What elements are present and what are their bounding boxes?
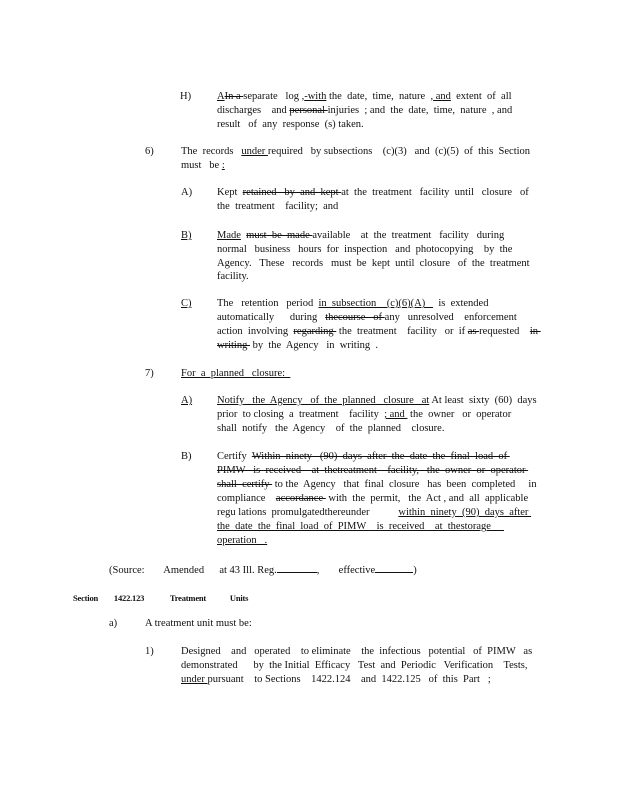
text-run: any unresolved enforcement — [384, 312, 517, 323]
inserted-text: Notify the Agency of the planned closure at — [217, 395, 430, 406]
item-label-a: a) — [109, 618, 118, 629]
item-1-line-2 — [181, 659, 528, 673]
item-1-line-1 — [181, 645, 532, 659]
text-run: prior to closing a treatment facility — [217, 409, 385, 420]
text-run: the treatment facility; and — [217, 201, 339, 212]
item-label-6b: B) — [181, 230, 192, 241]
source-close: ) — [413, 565, 417, 576]
deleted-text: must be made — [246, 230, 313, 241]
item-6-line-1 — [181, 145, 530, 159]
text-run: automatically during — [217, 312, 326, 323]
section-title-1: Treatment — [169, 593, 207, 603]
item-label-7b: B) — [181, 451, 192, 462]
inserted-text: : — [221, 160, 225, 171]
deleted-text: Within ninety (90) days after the date the final load of — [251, 451, 510, 462]
text-run: The records — [181, 146, 242, 157]
inserted-text: under — [181, 674, 208, 685]
text-run: normal business hours for inspection and photocopying by the — [217, 244, 513, 255]
item-7b-line-1 — [217, 450, 510, 464]
source-register: at 43 Ill. Reg. — [219, 565, 277, 576]
item-7a-line-3 — [217, 422, 444, 436]
item-1-line-3 — [181, 673, 491, 687]
inserted-text: and — [433, 91, 451, 102]
text-run: separate log , — [243, 91, 305, 102]
section-number: 1422.123 — [113, 593, 145, 603]
text-run: the date, time, nature , — [326, 91, 434, 102]
source-effective: effective — [338, 565, 376, 576]
item-h-line-1 — [217, 90, 512, 104]
deleted-text: writing — [217, 340, 250, 351]
text-run: shall notify the Agency of the planned closure. — [217, 423, 445, 434]
text-run: must be — [181, 160, 222, 171]
deleted-text: shall certify — [217, 479, 273, 490]
item-7a-line-2 — [217, 408, 511, 422]
item-7b-line-4 — [217, 492, 528, 506]
inserted-text: operation . — [217, 535, 268, 546]
item-label-7: 7) — [145, 368, 154, 379]
item-6b-line-3 — [217, 257, 530, 271]
text-run: Agency. These records must be kept until closure of the treatment — [217, 258, 530, 269]
source-amended: Amended — [163, 565, 205, 576]
inserted-text: ; and — [384, 409, 408, 420]
deleted-text: retained by and kept — [242, 187, 342, 198]
item-7b-line-7 — [217, 534, 267, 548]
text-run: Kept — [217, 187, 243, 198]
item-7b-line-3 — [217, 478, 537, 492]
item-7b-line-2 — [217, 464, 528, 478]
item-6b-line-4 — [217, 270, 249, 284]
inserted-text: within ninety (90) days after — [398, 507, 532, 518]
item-7b-line-6 — [217, 520, 504, 534]
inserted-text: A — [217, 91, 225, 102]
deleted-text: PIMW is received at thetreatment facility, the owner or operator — [217, 465, 529, 476]
deleted-text: regarding — [293, 326, 337, 337]
item-label-1: 1) — [145, 646, 154, 657]
text-run: Certify — [217, 451, 252, 462]
item-6b-line-1 — [217, 229, 504, 243]
text-run: facility. — [217, 271, 249, 282]
text-run: to the Agency that final closure has been completed in — [272, 479, 537, 490]
text-run: The retention period — [217, 298, 319, 309]
item-label-6a: A) — [181, 187, 193, 198]
text-run: with the permit, the Act , and all applicable — [325, 493, 529, 504]
text-run: requested — [479, 326, 530, 337]
deleted-text: in — [529, 326, 541, 337]
text-run: At least sixty (60) days — [429, 395, 537, 406]
item-h-line-3 — [217, 118, 364, 132]
deleted-text: personal — [289, 105, 328, 116]
text-run: regu lations promulgatedthereunder — [217, 507, 399, 518]
item-label-h: H) — [180, 91, 192, 102]
item-6a-line-2 — [217, 200, 338, 214]
text-run: is extended — [433, 298, 489, 309]
text-run: discharges and — [217, 105, 290, 116]
inserted-text: under — [241, 146, 268, 157]
text-run: pursuant to Sections 1422.124 and 1422.125 of this Part ; — [207, 674, 491, 685]
deleted-text: accordance — [275, 493, 326, 504]
item-7-line-1 — [181, 367, 290, 381]
item-label-7a: A) — [181, 395, 193, 406]
item-a-text: A treatment unit must be: — [145, 618, 252, 629]
inserted-text: -with — [304, 91, 327, 102]
text-run: compliance — [217, 493, 276, 504]
item-6-line-2 — [181, 159, 225, 173]
item-6c-line-3 — [217, 325, 541, 339]
source-open: (Source: — [109, 565, 145, 576]
source-comma: , — [316, 565, 320, 576]
inserted-text: the date the final load of PIMW is received at thestorage — [217, 521, 505, 532]
section-heading — [73, 591, 248, 605]
effective-blank — [375, 562, 413, 573]
register-blank — [277, 562, 317, 573]
deleted-text: In a — [224, 91, 244, 102]
inserted-text: For a planned closure: — [181, 368, 291, 379]
text-run: required by subsections (c)(3) and (c)(5) of this Section — [267, 146, 531, 157]
item-6b-line-2 — [217, 243, 512, 257]
item-6c-line-1 — [217, 297, 488, 311]
text-run: injuries ; and the date, time, nature , and — [327, 105, 513, 116]
deleted-text: as — [467, 326, 480, 337]
inserted-text: in subsection (c)(6)(A) — [318, 298, 434, 309]
section-word: Section — [73, 593, 99, 603]
text-run: extent of all — [450, 91, 512, 102]
text-run: by the Agency in writing . — [249, 340, 378, 351]
item-label-6: 6) — [145, 146, 154, 157]
item-7b-line-5 — [217, 506, 531, 520]
inserted-text: Made — [217, 230, 241, 241]
text-run: action involving — [217, 326, 294, 337]
item-6c-line-2 — [217, 311, 517, 325]
item-7a-line-1 — [217, 394, 537, 408]
text-run: demonstrated by the Initial Efficacy Test and Periodic Verification Tests, — [181, 660, 528, 671]
text-run: at the treatment facility until closure of — [341, 187, 529, 198]
text-run: the treatment facility or if — [336, 326, 468, 337]
text-run: available at the treatment facility during — [312, 230, 505, 241]
deleted-text: thecourse of — [325, 312, 385, 323]
text-run: Designed and operated to eliminate the infectious potential of PIMW as — [181, 646, 533, 657]
item-h-line-2 — [217, 104, 512, 118]
item-6c-line-4 — [217, 339, 378, 353]
source-note — [109, 562, 417, 578]
section-title-2: Units — [229, 593, 249, 603]
text-run: result of any response (s) taken. — [217, 119, 364, 130]
item-6a-line-1 — [217, 186, 529, 200]
item-label-6c: C) — [181, 298, 192, 309]
text-run: the owner or operator — [407, 409, 512, 420]
